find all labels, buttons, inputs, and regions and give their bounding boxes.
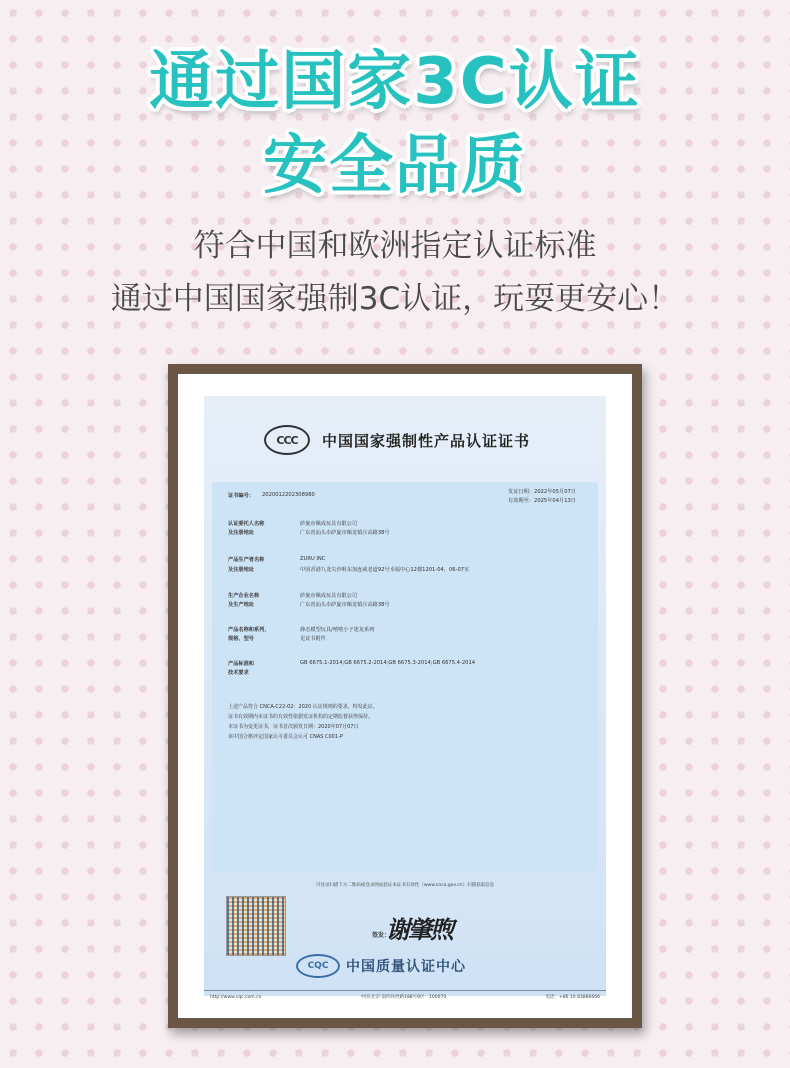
subtitle-line-2: 通过中国国家强制3C认证，玩耍更安心！	[110, 281, 680, 317]
subtitle-line-1: 符合中国和欧洲指定认证标准	[193, 228, 597, 264]
field-label: 规格、型号	[228, 636, 254, 642]
field-label: 产品标准和	[228, 661, 254, 667]
field-label: 及注册地址	[228, 567, 254, 573]
field-label: 及注册地址	[228, 530, 254, 536]
note-line: 上述产品符合 CNCA-C22-02：2020 认证规则的要求，特发此证。	[228, 704, 378, 710]
verify-text: 可登录扫描下方二维码或登录网站验证本证书有效性（www.cnca.gov.cn）扫描获取信息	[315, 883, 495, 888]
cert-no: 2020012202308980	[262, 492, 315, 498]
headline-line-1: 通过国家3C认证	[149, 45, 641, 119]
field-label: 技术要求	[228, 670, 249, 676]
qr-code-icon	[226, 896, 286, 956]
issuer-name: 中国质量认证中心	[346, 959, 466, 975]
picture-frame	[168, 364, 642, 1028]
note-line: 该中国合格评定国家认可委员会认可 CNAS C001-P	[228, 734, 343, 740]
field-label: 产品名称和系列、	[228, 627, 270, 633]
frame-mat	[178, 374, 632, 1018]
cqc-logo: CQC	[296, 954, 340, 978]
footer-address: 中国·北京·南四环西路188号9区 100070	[360, 995, 447, 1000]
field-value: GB 6675.1-2014;GB 6675.2-2014;GB 6675.3-2014;GB 6675.4-2014	[300, 660, 476, 666]
issuer	[296, 954, 466, 978]
certificate-notes	[228, 702, 568, 742]
sign-label: 签发：	[372, 932, 391, 939]
field-value: 见证书附件	[300, 636, 326, 642]
issue-date-label: 发证日期：	[508, 489, 534, 495]
valid-date: 2025年04月13日	[534, 498, 576, 504]
certificate	[204, 396, 606, 1000]
field-label: 生产企业名称	[228, 593, 260, 599]
headline-line-2: 安全品质	[263, 129, 527, 203]
field-value: 广东省汕头市萨旋市佩龙镇庄高路38号	[300, 530, 390, 536]
ccc-logo: CCC	[264, 425, 310, 455]
field-label: 认证委托人名称	[228, 521, 265, 527]
footer-website: http://www.cqc.com.cn	[210, 994, 262, 1000]
cert-no-label: 证书编号：	[228, 493, 254, 499]
field-value: 静态模型玩具/嘻嘻小子迷龙系列	[300, 627, 375, 633]
note-line: 证书有效期内本证书的有效性依据发证机构的定期监督获得保持。	[228, 714, 374, 720]
valid-date-label: 有效期至：	[508, 498, 534, 504]
certificate-title: 中国国家强制性产品认证证书	[322, 431, 531, 450]
field-value: 广东省汕头市萨旋市佩龙镇庄高路38号	[300, 602, 390, 608]
field-value: 中国香港九龙尖沙咀东加连威老道92号幸福中心12楼1201-04，06-07室	[300, 567, 470, 573]
field-value: ZURU INC	[300, 556, 326, 562]
field-label: 产品生产者名称	[228, 557, 265, 563]
field-value: 萨旋市佩成玩具有限公司	[300, 593, 358, 599]
field-label: 及生产地址	[228, 602, 254, 608]
issue-date: 2022年05月07日	[534, 489, 576, 495]
signature: 谢肇煦	[386, 915, 452, 944]
certificate-header	[264, 422, 530, 458]
footer-phone: 电话：+86 10 83886666	[545, 995, 600, 1000]
certificate-footer	[204, 990, 606, 1003]
certificate-panel	[212, 482, 598, 872]
note-line: 本证书为变更证书，证书首次颁发日期：2020年07月07日	[228, 724, 359, 730]
field-value: 萨旋市佩成玩具有限公司	[300, 521, 358, 527]
